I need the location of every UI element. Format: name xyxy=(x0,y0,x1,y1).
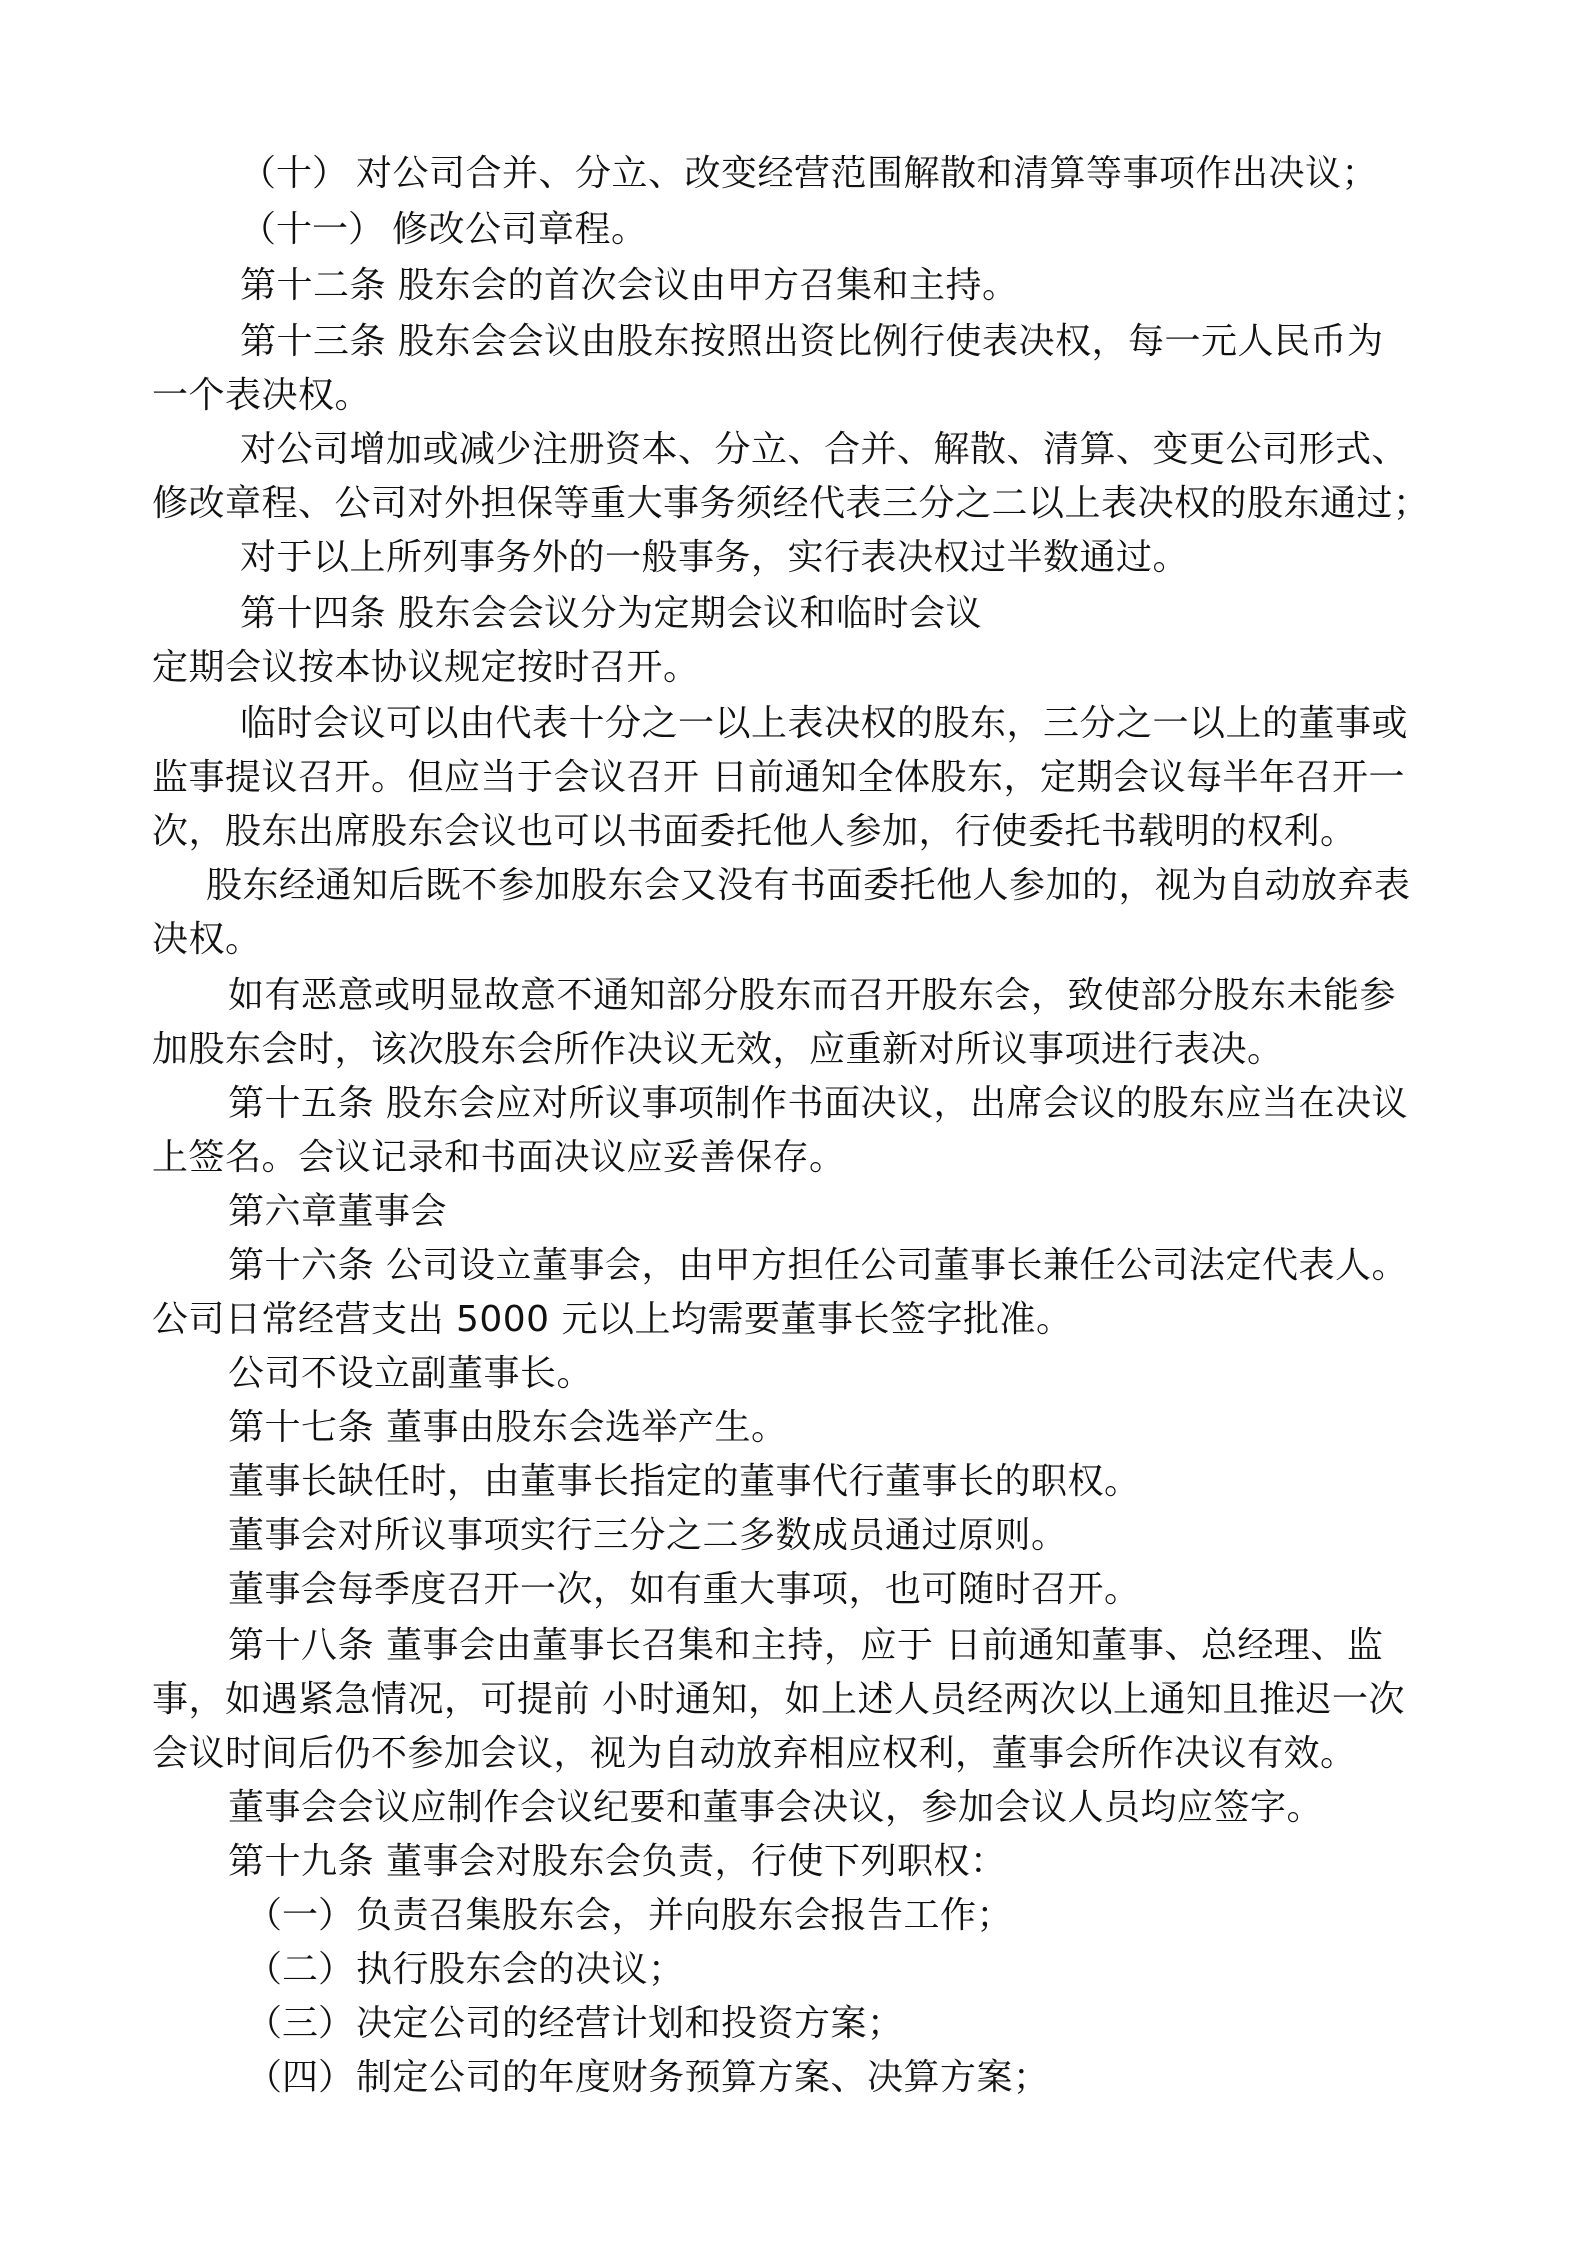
article-15-line-2: 上签名。会议记录和书面决议应妥善保存。 xyxy=(152,1137,846,1178)
article-18-line-1: 第十八条 董事会由董事长召集和主持，应于 日前通知董事、总经理、监 xyxy=(228,1625,1384,1666)
article-13-line-2: 一个表决权。 xyxy=(152,375,372,416)
paragraph-line: 董事会会议应制作会议纪要和董事会决议，参加会议人员均应签字。 xyxy=(228,1787,1324,1828)
paragraph-line: 对公司增加或减少注册资本、分立、合并、解散、清算、变更公司形式、 xyxy=(240,429,1409,470)
paragraph-line: 股东经通知后既不参加股东会又没有书面委托他人参加的，视为自动放弃表 xyxy=(206,865,1411,906)
item-text: 对公司合并、分立、改变经营范围解散和清算等事项作出决议； xyxy=(356,153,1379,194)
article-18-line-3: 会议时间后仍不参加会议，视为自动放弃相应权利，董事会所作决议有效。 xyxy=(152,1733,1357,1774)
list-item-label: （四） xyxy=(246,2057,355,2098)
paragraph-line: 董事长缺任时，由董事长指定的董事代行董事长的职权。 xyxy=(228,1461,1141,1502)
article-19: 第十九条 董事会对股东会负责，行使下列职权： xyxy=(228,1841,1007,1882)
list-item-text: 制定公司的年度财务预算方案、决算方案； xyxy=(356,2057,1050,2098)
item-label: （十） xyxy=(240,153,349,194)
article-16-line-2: 公司日常经营支出 5000 元以上均需要董事长签字批准。 xyxy=(152,1299,1073,1340)
article-17: 第十七条 董事由股东会选举产生。 xyxy=(228,1407,788,1448)
article-15-line-1: 第十五条 股东会应对所议事项制作书面决议，出席会议的股东应当在决议 xyxy=(228,1083,1408,1124)
list-item-label: （一） xyxy=(246,1895,355,1936)
list-item-label: （三） xyxy=(246,2003,355,2044)
list-item-label: （二） xyxy=(246,1949,355,1990)
paragraph-line: 对于以上所列事务外的一般事务，实行表决权过半数通过。 xyxy=(240,537,1190,578)
paragraph-line: 公司不设立副董事长。 xyxy=(228,1353,594,1394)
article-12: 第十二条 股东会的首次会议由甲方召集和主持。 xyxy=(240,265,1019,306)
chapter-heading: 第六章董事会 xyxy=(228,1191,448,1232)
list-item-text: 执行股东会的决议； xyxy=(356,1949,685,1990)
item-label: （十一） xyxy=(240,209,385,250)
list-item-text: 负责召集股东会，并向股东会报告工作； xyxy=(356,1895,1014,1936)
paragraph-line: 定期会议按本协议规定按时召开。 xyxy=(152,647,700,688)
list-item-text: 决定公司的经营计划和投资方案； xyxy=(356,2003,904,2044)
item-text: 修改公司章程。 xyxy=(392,209,648,250)
paragraph-line: 决权。 xyxy=(152,919,262,960)
paragraph-line: 监事提议召开。但应当于会议召开 日前通知全体股东，定期会议每半年召开一 xyxy=(152,757,1405,798)
paragraph-line: 董事会对所议事项实行三分之二多数成员通过原则。 xyxy=(228,1515,1068,1556)
article-16-line-1: 第十六条 公司设立董事会，由甲方担任公司董事长兼任公司法定代表人。 xyxy=(228,1245,1408,1286)
paragraph-line: 董事会每季度召开一次，如有重大事项，也可随时召开。 xyxy=(228,1569,1141,1610)
paragraph-line: 次，股东出席股东会议也可以书面委托他人参加，行使委托书载明的权利。 xyxy=(152,811,1357,852)
paragraph-line: 修改章程、公司对外担保等重大事务须经代表三分之二以上表决权的股东通过； xyxy=(152,483,1430,524)
article-18-line-2: 事，如遇紧急情况，可提前 小时通知，如上述人员经两次以上通知且推迟一次 xyxy=(152,1679,1405,1720)
paragraph-line: 加股东会时，该次股东会所作决议无效，应重新对所议事项进行表决。 xyxy=(152,1029,1284,1070)
paragraph-line: 临时会议可以由代表十分之一以上表决权的股东，三分之一以上的董事或 xyxy=(240,703,1409,744)
paragraph-line: 如有恶意或明显故意不通知部分股东而召开股东会，致使部分股东未能参 xyxy=(228,975,1397,1016)
article-13-line-1: 第十三条 股东会会议由股东按照出资比例行使表决权，每一元人民币为 xyxy=(240,321,1384,362)
article-14: 第十四条 股东会会议分为定期会议和临时会议 xyxy=(240,593,982,634)
